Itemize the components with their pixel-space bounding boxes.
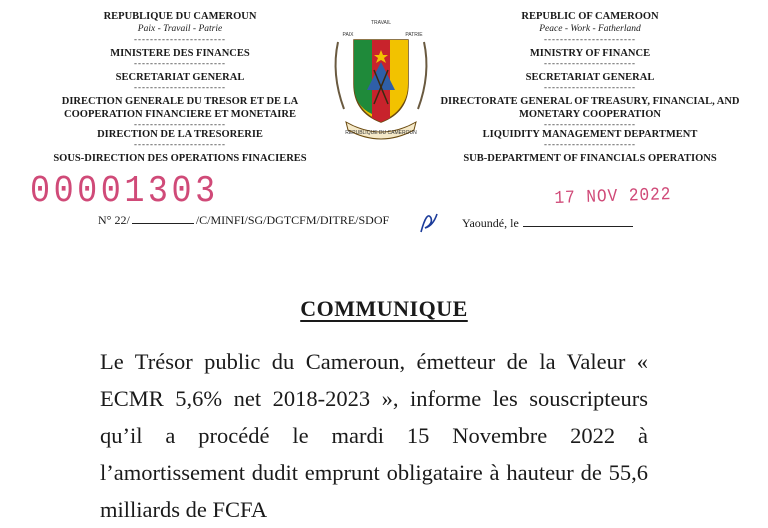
reference-prefix: N° 22/ [98, 213, 130, 227]
reference-suffix: /C/MINFI/SG/DGTCFM/DITRE/SDOF [195, 213, 390, 227]
separator: ----------------------- [544, 58, 636, 68]
separator: ----------------------- [134, 82, 226, 92]
motto-fr: Paix - Travail - Patrie [137, 24, 223, 34]
header-english [440, 10, 740, 165]
secretariat-en: SECRETARIAT GENERAL [525, 72, 655, 83]
date-stamp: 17 NOV 2022 [554, 184, 672, 210]
emblem-motto-right: PATRIE [405, 32, 423, 38]
signature-icon [417, 206, 441, 236]
emblem-motto-center: TRAVAIL [370, 20, 392, 26]
date-blank-line [523, 226, 633, 227]
separator: ----------------------- [134, 119, 226, 129]
separator: ----------------------- [134, 34, 226, 44]
country-name-en: REPUBLIC OF CAMEROON [521, 11, 659, 22]
department-en: LIQUIDITY MANAGEMENT DEPARTMENT [482, 129, 698, 140]
sub-department-en: SUB-DEPARTMENT OF FINANCIALS OPERATIONS [463, 153, 717, 164]
separator: ----------------------- [134, 139, 226, 149]
city-date-line [462, 216, 633, 231]
motto-en: Peace - Work - Fatherland [539, 24, 641, 34]
emblem-banner-text: REPUBLIQUE DU CAMEROUN [345, 130, 417, 136]
city-date-label: Yaoundé, le [462, 216, 519, 230]
communique-body: Le Trésor public du Cameroun, émetteur de la Valeur « ECMR 5,6% net 2018-2023 », informe les souscripteurs qu’il a procédé le mardi 15 Novembre 2022 à l’amortissement dudit emprunt obligataire à hauteur de 55,6 milliards de FCFA [100, 349, 648, 522]
direction-general-fr: DIRECTION GENERALE DU TRESOR ET DE LA COOPERATION FINANCIERE ET MONETAIRE [61, 96, 299, 120]
page-title: COMMUNIQUE [300, 296, 468, 321]
secretariat-fr: SECRETARIAT GENERAL [115, 72, 245, 83]
direction-fr: DIRECTION DE LA TRESORERIE [97, 129, 263, 140]
directorate-general-en: DIRECTORATE GENERAL OF TREASURY, FINANCIAL, AND MONETARY COOPERATION [440, 96, 740, 120]
emblem-motto-left: PAIX [342, 32, 354, 38]
header-french [30, 10, 330, 165]
reference-number [98, 213, 389, 228]
separator: ----------------------- [544, 139, 636, 149]
coat-of-arms-icon [326, 14, 436, 144]
reference-blank-line [132, 223, 194, 224]
ministry-fr: MINISTERE DES FINANCES [110, 48, 250, 59]
separator: ----------------------- [544, 119, 636, 129]
separator: ----------------------- [544, 34, 636, 44]
separator: ----------------------- [544, 82, 636, 92]
separator: ----------------------- [134, 58, 226, 68]
ministry-en: MINISTRY OF FINANCE [529, 48, 651, 59]
country-name-fr: REPUBLIQUE DU CAMEROUN [103, 11, 257, 22]
registration-number-stamp: 00001303 [30, 170, 219, 213]
sub-direction-fr: SOUS-DIRECTION DES OPERATIONS FINACIERES [53, 153, 307, 164]
